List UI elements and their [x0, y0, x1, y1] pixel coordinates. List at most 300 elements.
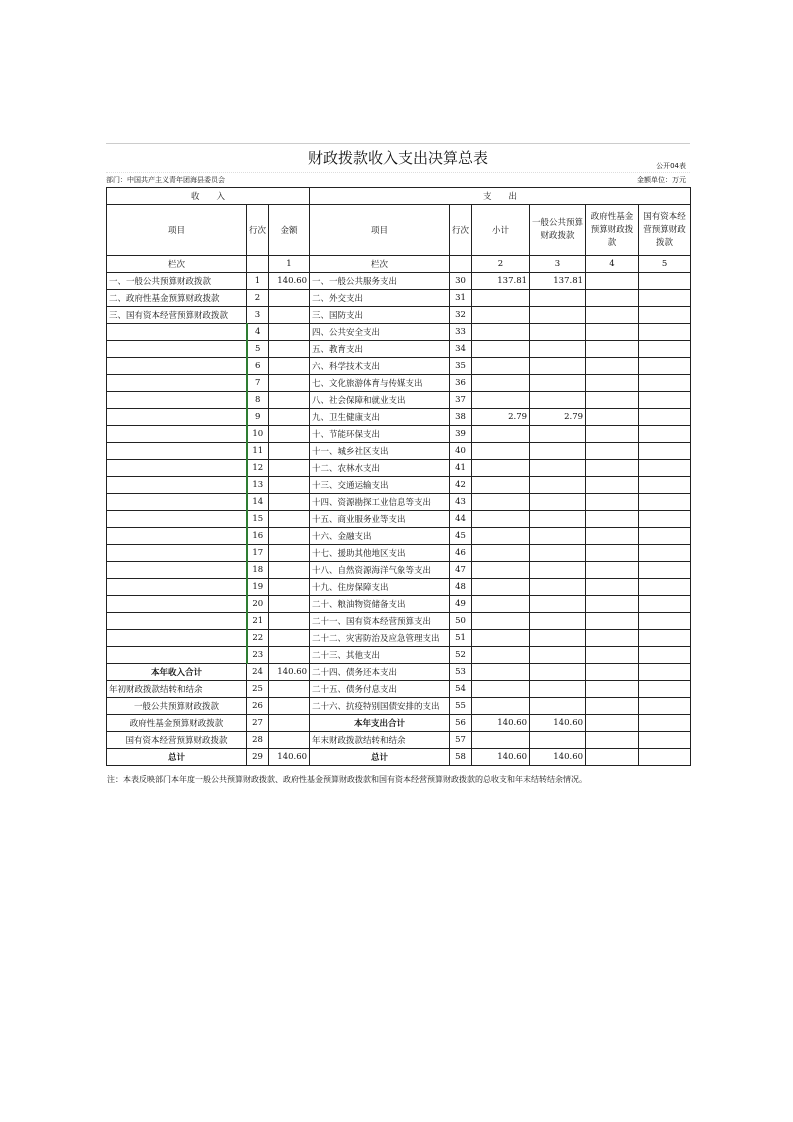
expense-row-no-cell: 31	[450, 290, 472, 307]
expense-row-no-cell: 35	[450, 358, 472, 375]
header-row-columns	[107, 205, 691, 256]
state-capital-cell	[639, 341, 691, 358]
expense-item-cell: 十五、商业服务业等支出	[310, 511, 450, 528]
department-label: 部门：中国共产主义青年团海县委员会	[106, 176, 225, 184]
gov-fund-cell	[586, 273, 639, 290]
table-row	[107, 460, 691, 477]
expense-row-no-cell: 53	[450, 664, 472, 681]
expense-item-cell: 十七、援助其他地区支出	[310, 545, 450, 562]
state-capital-cell	[639, 324, 691, 341]
subtotal-cell	[472, 596, 530, 613]
income-amount-cell	[269, 511, 310, 528]
income-item-cell	[107, 443, 247, 460]
general-budget-cell	[530, 392, 586, 409]
subtotal-cell	[472, 664, 530, 681]
subtotal-cell	[472, 392, 530, 409]
state-capital-cell	[639, 426, 691, 443]
income-item-cell	[107, 545, 247, 562]
expense-row-no-cell: 50	[450, 613, 472, 630]
subtotal-cell	[472, 698, 530, 715]
income-row-no-cell: 8	[247, 392, 269, 409]
subtotal-cell	[472, 426, 530, 443]
income-row-no-cell: 24	[247, 664, 269, 681]
state-capital-cell	[639, 698, 691, 715]
state-capital-cell	[639, 562, 691, 579]
expense-item-cell: 十六、金融支出	[310, 528, 450, 545]
expense-item-cell: 二十六、抗疫特别国债安排的支出	[310, 698, 450, 715]
income-row-no-cell: 25	[247, 681, 269, 698]
expense-row-no-cell: 52	[450, 647, 472, 664]
income-amount-cell	[269, 613, 310, 630]
general-budget-cell: 140.60	[530, 715, 586, 732]
expense-row-no-cell: 32	[450, 307, 472, 324]
table-row	[107, 562, 691, 579]
general-budget-cell	[530, 358, 586, 375]
table-row	[107, 732, 691, 749]
income-amount-cell	[269, 562, 310, 579]
income-item-cell	[107, 647, 247, 664]
general-budget-cell	[530, 647, 586, 664]
gov-fund-cell	[586, 290, 639, 307]
expense-item-cell: 二十五、债务付息支出	[310, 681, 450, 698]
table-row	[107, 273, 691, 290]
income-row-no-cell: 27	[247, 715, 269, 732]
gov-fund-cell	[586, 732, 639, 749]
state-capital-cell	[639, 664, 691, 681]
income-col-blank	[247, 256, 269, 273]
expense-section-header: 支 出	[310, 188, 691, 205]
income-row-no-cell: 18	[247, 562, 269, 579]
expense-row-no-cell: 56	[450, 715, 472, 732]
expense-item-cell: 二、外交支出	[310, 290, 450, 307]
expense-col-5: 5	[639, 256, 691, 273]
subtotal-cell: 140.60	[472, 749, 530, 766]
gov-fund-cell	[586, 545, 639, 562]
state-capital-cell	[639, 375, 691, 392]
income-amount-cell	[269, 443, 310, 460]
report-sheet	[106, 143, 690, 785]
table-row	[107, 545, 691, 562]
income-row-no-cell: 3	[247, 307, 269, 324]
subtotal-cell	[472, 579, 530, 596]
expense-item-cell: 八、社会保障和就业支出	[310, 392, 450, 409]
income-row-no-cell: 10	[247, 426, 269, 443]
general-budget-cell: 140.60	[530, 749, 586, 766]
general-budget-cell	[530, 375, 586, 392]
expense-col-label: 栏次	[310, 256, 450, 273]
table-row	[107, 698, 691, 715]
income-amount-cell	[269, 715, 310, 732]
expense-row-no-cell: 33	[450, 324, 472, 341]
general-budget-cell	[530, 630, 586, 647]
expense-item-cell: 二十一、国有资本经营预算支出	[310, 613, 450, 630]
subtotal-cell	[472, 477, 530, 494]
income-amount-cell: 140.60	[269, 749, 310, 766]
gov-fund-cell	[586, 460, 639, 477]
income-item-cell	[107, 613, 247, 630]
income-row-no-cell: 26	[247, 698, 269, 715]
subtotal-cell	[472, 307, 530, 324]
general-budget-cell	[530, 443, 586, 460]
income-item-cell	[107, 579, 247, 596]
subtotal-cell	[472, 460, 530, 477]
table-row	[107, 375, 691, 392]
income-amount-cell	[269, 494, 310, 511]
gov-fund-cell	[586, 307, 639, 324]
income-amount-cell	[269, 647, 310, 664]
table-row	[107, 494, 691, 511]
income-item-cell	[107, 562, 247, 579]
subtotal-cell	[472, 290, 530, 307]
income-item-cell	[107, 324, 247, 341]
income-amount-cell	[269, 698, 310, 715]
general-budget-cell	[530, 511, 586, 528]
state-capital-cell	[639, 409, 691, 426]
income-amount-cell	[269, 341, 310, 358]
subtotal-cell	[472, 494, 530, 511]
header-row-sections	[107, 188, 691, 205]
state-capital-cell	[639, 732, 691, 749]
state-capital-cell	[639, 579, 691, 596]
income-item-cell	[107, 511, 247, 528]
income-item-cell	[107, 460, 247, 477]
income-row-no-cell: 29	[247, 749, 269, 766]
income-item-cell	[107, 341, 247, 358]
income-item-cell	[107, 426, 247, 443]
expense-item-cell: 十九、住房保障支出	[310, 579, 450, 596]
general-budget-cell	[530, 494, 586, 511]
income-item-cell: 一、一般公共预算财政拨款	[107, 273, 247, 290]
expense-item-cell: 十一、城乡社区支出	[310, 443, 450, 460]
table-row	[107, 392, 691, 409]
table-row	[107, 664, 691, 681]
subtotal-cell	[472, 443, 530, 460]
income-amount-cell	[269, 324, 310, 341]
expense-item-cell: 二十四、债务还本支出	[310, 664, 450, 681]
subtotal-cell	[472, 562, 530, 579]
expense-col-3: 3	[530, 256, 586, 273]
state-capital-cell	[639, 596, 691, 613]
income-amount-cell	[269, 426, 310, 443]
income-row-no-cell: 19	[247, 579, 269, 596]
income-item-cell: 二、政府性基金预算财政拨款	[107, 290, 247, 307]
table-row	[107, 511, 691, 528]
state-capital-cell	[639, 307, 691, 324]
income-item-cell	[107, 375, 247, 392]
gov-fund-cell	[586, 426, 639, 443]
income-item-cell: 一般公共预算财政拨款	[107, 698, 247, 715]
income-row-no-cell: 12	[247, 460, 269, 477]
general-budget-cell: 137.81	[530, 273, 586, 290]
gov-fund-cell	[586, 443, 639, 460]
income-row-no-cell: 6	[247, 358, 269, 375]
income-amount-cell	[269, 630, 310, 647]
income-amount-cell	[269, 477, 310, 494]
general-budget-cell	[530, 341, 586, 358]
income-row-no-cell: 14	[247, 494, 269, 511]
general-budget-cell	[530, 732, 586, 749]
subtotal-cell	[472, 647, 530, 664]
table-row	[107, 426, 691, 443]
state-capital-cell	[639, 528, 691, 545]
general-budget-cell	[530, 324, 586, 341]
gov-fund-cell	[586, 528, 639, 545]
table-row	[107, 409, 691, 426]
general-budget-cell	[530, 545, 586, 562]
income-amount-header: 金额	[269, 205, 310, 256]
income-item-cell: 三、国有资本经营预算财政拨款	[107, 307, 247, 324]
fiscal-summary-table	[106, 187, 691, 766]
general-budget-cell	[530, 698, 586, 715]
income-row-no-cell: 20	[247, 596, 269, 613]
general-budget-cell	[530, 426, 586, 443]
state-capital-cell	[639, 681, 691, 698]
income-item-cell	[107, 528, 247, 545]
state-capital-cell	[639, 715, 691, 732]
income-amount-cell	[269, 681, 310, 698]
gov-fund-cell	[586, 698, 639, 715]
general-budget-cell	[530, 596, 586, 613]
gov-fund-cell	[586, 647, 639, 664]
income-item-cell: 国有资本经营预算财政拨款	[107, 732, 247, 749]
state-capital-cell	[639, 358, 691, 375]
table-code: 公开04表	[656, 162, 686, 170]
state-capital-cell	[639, 511, 691, 528]
subtotal-cell	[472, 358, 530, 375]
gov-fund-cell	[586, 358, 639, 375]
expense-row-no-cell: 49	[450, 596, 472, 613]
table-row	[107, 681, 691, 698]
income-row-no-cell: 4	[247, 324, 269, 341]
gov-fund-cell	[586, 715, 639, 732]
state-capital-cell	[639, 460, 691, 477]
report-meta	[106, 162, 690, 187]
subtotal-cell: 137.81	[472, 273, 530, 290]
subtotal-cell	[472, 681, 530, 698]
expense-row-no-cell: 54	[450, 681, 472, 698]
expense-col-4: 4	[586, 256, 639, 273]
general-budget-cell	[530, 528, 586, 545]
general-budget-header: 一般公共预算财政拨款	[530, 205, 586, 256]
expense-item-cell: 二十、粮油物资储备支出	[310, 596, 450, 613]
subtotal-cell	[472, 630, 530, 647]
income-amount-cell: 140.60	[269, 273, 310, 290]
table-row	[107, 443, 691, 460]
table-row	[107, 749, 691, 766]
general-budget-cell	[530, 664, 586, 681]
expense-item-cell: 三、国防支出	[310, 307, 450, 324]
income-item-header: 项目	[107, 205, 247, 256]
subtotal-header: 小计	[472, 205, 530, 256]
table-row	[107, 528, 691, 545]
expense-item-cell: 七、文化旅游体育与传媒支出	[310, 375, 450, 392]
income-amount-cell	[269, 579, 310, 596]
expense-item-cell: 二十三、其他支出	[310, 647, 450, 664]
expense-col-2: 2	[472, 256, 530, 273]
table-row	[107, 647, 691, 664]
table-row	[107, 596, 691, 613]
subtotal-cell	[472, 375, 530, 392]
income-item-cell	[107, 409, 247, 426]
income-row-no-cell: 21	[247, 613, 269, 630]
subtotal-cell	[472, 341, 530, 358]
expense-row-no-cell: 41	[450, 460, 472, 477]
expense-item-header: 项目	[310, 205, 450, 256]
header-row-column-numbers	[107, 256, 691, 273]
state-capital-cell	[639, 477, 691, 494]
general-budget-cell	[530, 562, 586, 579]
income-amount-cell	[269, 358, 310, 375]
income-row-no-cell: 15	[247, 511, 269, 528]
income-item-cell: 年初财政拨款结转和结余	[107, 681, 247, 698]
table-row	[107, 579, 691, 596]
expense-item-cell: 四、公共安全支出	[310, 324, 450, 341]
expense-row-no-cell: 57	[450, 732, 472, 749]
gov-fund-cell	[586, 477, 639, 494]
table-row	[107, 715, 691, 732]
table-row	[107, 290, 691, 307]
unit-label: 金额单位：万元	[637, 176, 686, 184]
expense-item-cell: 十二、农林水支出	[310, 460, 450, 477]
gov-fund-cell	[586, 579, 639, 596]
gov-fund-cell	[586, 630, 639, 647]
income-amount-cell: 140.60	[269, 664, 310, 681]
general-budget-cell	[530, 681, 586, 698]
gov-fund-cell	[586, 392, 639, 409]
income-amount-cell	[269, 392, 310, 409]
general-budget-cell	[530, 290, 586, 307]
table-row	[107, 613, 691, 630]
state-capital-cell	[639, 630, 691, 647]
expense-row-no-cell: 55	[450, 698, 472, 715]
table-footnote: 注：本表反映部门本年度一般公共预算财政拨款、政府性基金预算财政拨款和国有资本经营预算财政拨款的总收支和年末结转结余情况。	[107, 775, 587, 784]
expense-row-no-cell: 46	[450, 545, 472, 562]
expense-row-no-cell: 40	[450, 443, 472, 460]
table-row	[107, 341, 691, 358]
expense-item-cell: 一、一般公共服务支出	[310, 273, 450, 290]
table-row	[107, 358, 691, 375]
expense-row-no-cell: 34	[450, 341, 472, 358]
general-budget-cell	[530, 307, 586, 324]
income-amount-cell	[269, 409, 310, 426]
income-item-cell	[107, 358, 247, 375]
expense-item-cell: 十八、自然资源海洋气象等支出	[310, 562, 450, 579]
expense-row-no-cell: 58	[450, 749, 472, 766]
state-capital-cell	[639, 749, 691, 766]
income-row-no-cell: 13	[247, 477, 269, 494]
subtotal-cell	[472, 545, 530, 562]
state-capital-cell	[639, 273, 691, 290]
subtotal-cell: 140.60	[472, 715, 530, 732]
income-row-no-cell: 2	[247, 290, 269, 307]
expense-row-no-cell: 48	[450, 579, 472, 596]
income-section-header: 收 入	[107, 188, 310, 205]
subtotal-cell: 2.79	[472, 409, 530, 426]
income-row-no-cell: 1	[247, 273, 269, 290]
expense-row-no-cell: 30	[450, 273, 472, 290]
income-row-no-cell: 23	[247, 647, 269, 664]
subtotal-cell	[472, 528, 530, 545]
expense-row-no-cell: 44	[450, 511, 472, 528]
general-budget-cell	[530, 460, 586, 477]
income-item-cell: 总计	[107, 749, 247, 766]
state-capital-cell	[639, 392, 691, 409]
expense-row-no-cell: 38	[450, 409, 472, 426]
state-capital-cell	[639, 443, 691, 460]
income-col-label: 栏次	[107, 256, 247, 273]
expense-item-cell: 总计	[310, 749, 450, 766]
expense-item-cell: 五、教育支出	[310, 341, 450, 358]
gov-fund-cell	[586, 409, 639, 426]
gov-fund-cell	[586, 613, 639, 630]
income-row-no-cell: 7	[247, 375, 269, 392]
expense-row-no-cell: 39	[450, 426, 472, 443]
income-row-no-cell: 9	[247, 409, 269, 426]
gov-fund-header: 政府性基金预算财政拨款	[586, 205, 639, 256]
income-col-1: 1	[269, 256, 310, 273]
expense-row-no-cell: 47	[450, 562, 472, 579]
general-budget-cell	[530, 613, 586, 630]
income-item-cell	[107, 494, 247, 511]
income-row-no-cell: 28	[247, 732, 269, 749]
income-amount-cell	[269, 375, 310, 392]
table-row	[107, 477, 691, 494]
gov-fund-cell	[586, 596, 639, 613]
income-amount-cell	[269, 460, 310, 477]
income-amount-cell	[269, 596, 310, 613]
income-row-no-cell: 22	[247, 630, 269, 647]
gov-fund-cell	[586, 324, 639, 341]
income-amount-cell	[269, 307, 310, 324]
expense-item-cell: 年末财政拨款结转和结余	[310, 732, 450, 749]
table-row	[107, 324, 691, 341]
gov-fund-cell	[586, 664, 639, 681]
expense-row-no-cell: 51	[450, 630, 472, 647]
income-row-no-header: 行次	[247, 205, 269, 256]
gov-fund-cell	[586, 341, 639, 358]
subtotal-cell	[472, 613, 530, 630]
expense-row-no-header: 行次	[450, 205, 472, 256]
income-amount-cell	[269, 290, 310, 307]
income-item-cell	[107, 392, 247, 409]
expense-row-no-cell: 45	[450, 528, 472, 545]
expense-item-cell: 十、节能环保支出	[310, 426, 450, 443]
income-item-cell: 本年收入合计	[107, 664, 247, 681]
general-budget-cell	[530, 579, 586, 596]
subtotal-cell	[472, 732, 530, 749]
expense-col-blank	[450, 256, 472, 273]
state-capital-cell	[639, 290, 691, 307]
gov-fund-cell	[586, 494, 639, 511]
expense-item-cell: 十三、交通运输支出	[310, 477, 450, 494]
expense-item-cell: 九、卫生健康支出	[310, 409, 450, 426]
expense-row-no-cell: 37	[450, 392, 472, 409]
income-item-cell	[107, 630, 247, 647]
income-row-no-cell: 5	[247, 341, 269, 358]
income-amount-cell	[269, 545, 310, 562]
report-title: 财政拨款收入支出决算总表	[106, 143, 690, 173]
expense-item-cell: 十四、资源勘探工业信息等支出	[310, 494, 450, 511]
table-row	[107, 307, 691, 324]
general-budget-cell: 2.79	[530, 409, 586, 426]
state-capital-cell	[639, 613, 691, 630]
income-row-no-cell: 16	[247, 528, 269, 545]
subtotal-cell	[472, 324, 530, 341]
expense-row-no-cell: 36	[450, 375, 472, 392]
expense-item-cell: 二十二、灾害防治及应急管理支出	[310, 630, 450, 647]
subtotal-cell	[472, 511, 530, 528]
income-amount-cell	[269, 732, 310, 749]
